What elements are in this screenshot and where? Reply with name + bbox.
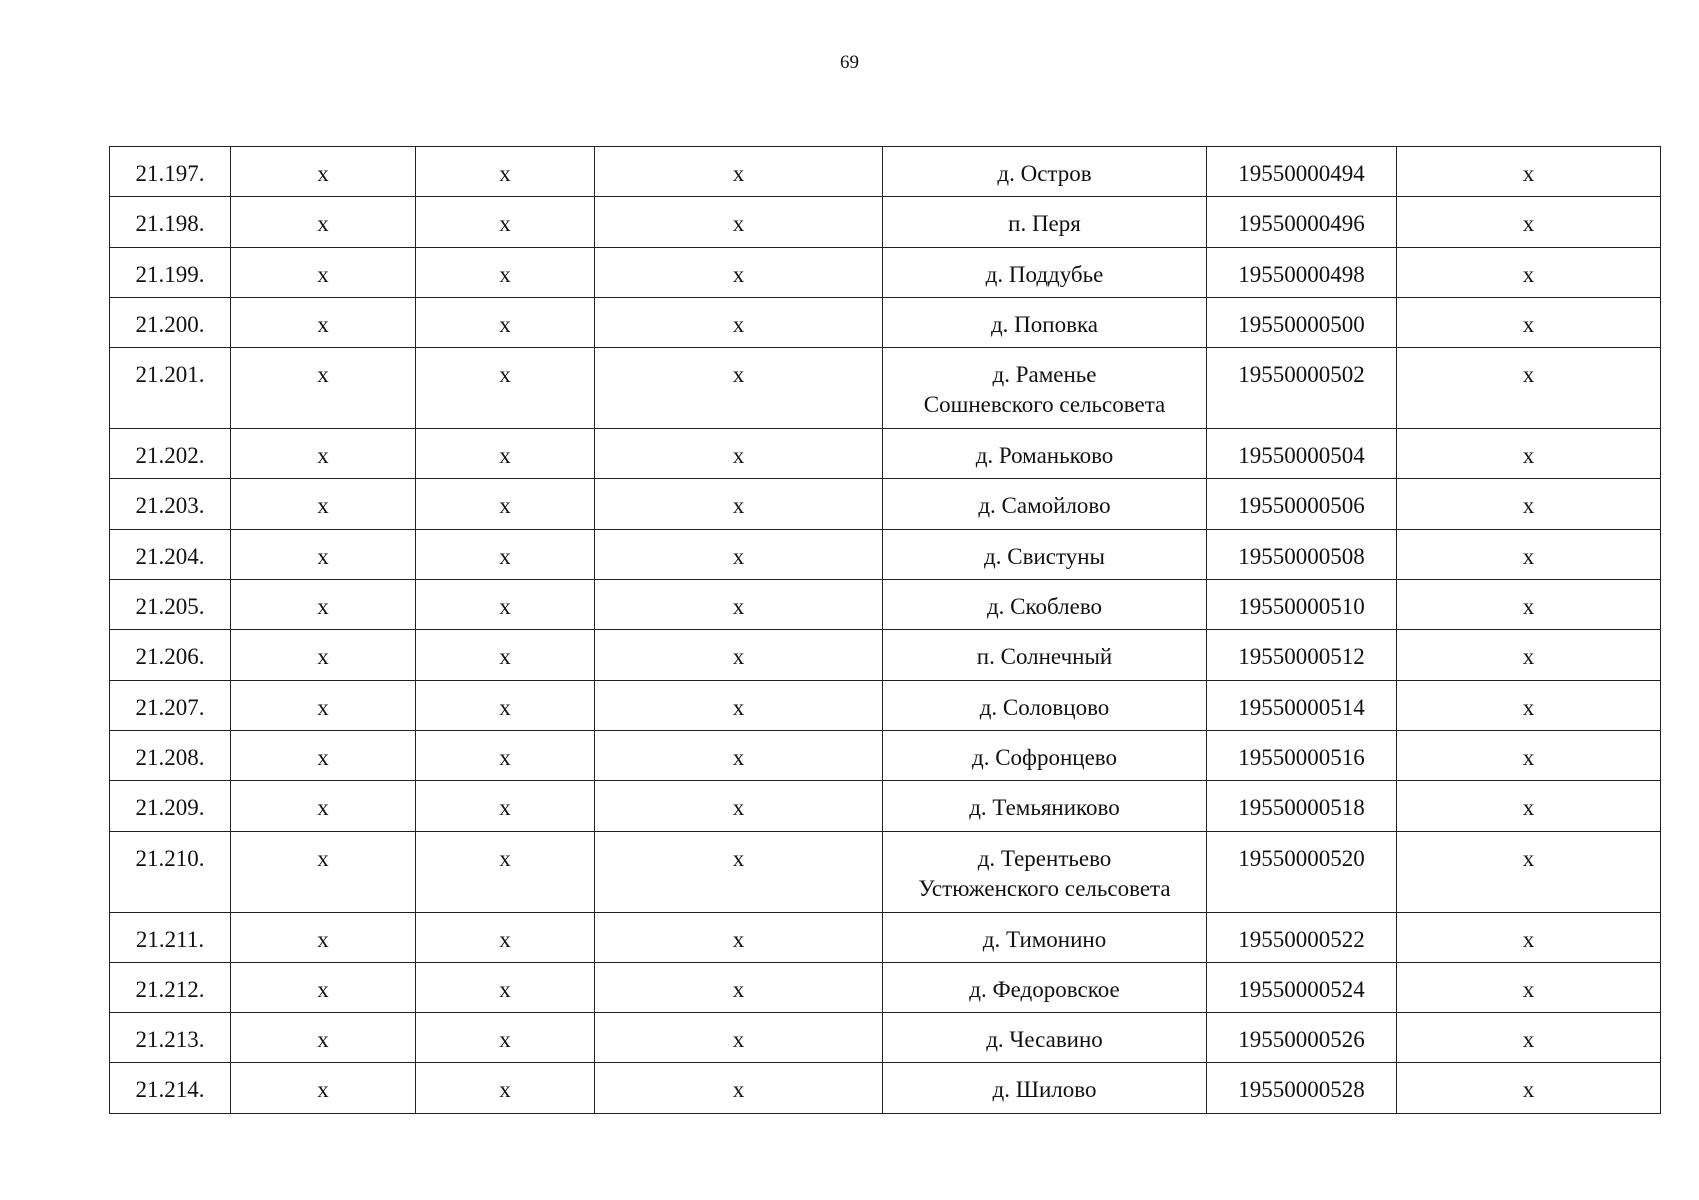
mark-cell-7: x — [1397, 147, 1661, 197]
settlement-name-line: д. Федоровское — [969, 976, 1120, 1002]
mark-cell-3: x — [595, 348, 883, 429]
mark-cell-1: x — [231, 529, 416, 579]
settlement-name-line: д. Терентьево — [977, 845, 1112, 871]
settlement-name-cell — [883, 680, 1207, 730]
settlement-name-line: д. Скоблево — [986, 594, 1103, 620]
table-row — [110, 197, 1661, 247]
settlement-name-line: д. Поддубье — [985, 261, 1104, 287]
row-number-cell: 21.204. — [110, 529, 231, 579]
oktmo-code-cell: 19550000518 — [1207, 781, 1397, 831]
oktmo-code-cell: 19550000494 — [1207, 147, 1397, 197]
oktmo-code-cell: 19550000522 — [1207, 912, 1397, 962]
row-number-cell: 21.208. — [110, 730, 231, 780]
settlement-name-line: д. Романьково — [975, 443, 1114, 469]
table-row — [110, 348, 1661, 429]
mark-cell-7: x — [1397, 962, 1661, 1012]
mark-cell-3: x — [595, 680, 883, 730]
mark-cell-7: x — [1397, 529, 1661, 579]
oktmo-code-cell: 19550000512 — [1207, 630, 1397, 680]
mark-cell-3: x — [595, 247, 883, 297]
mark-cell-1: x — [231, 297, 416, 347]
mark-cell-7: x — [1397, 348, 1661, 429]
mark-cell-1: x — [231, 247, 416, 297]
row-number-cell: 21.201. — [110, 348, 231, 429]
mark-cell-1: x — [231, 730, 416, 780]
settlement-name-line: д. Соловцово — [979, 694, 1110, 720]
settlement-name-cell — [883, 348, 1207, 429]
settlement-name-cell — [883, 147, 1207, 197]
table-row — [110, 1063, 1661, 1113]
oktmo-code-cell: 19550000496 — [1207, 197, 1397, 247]
settlement-name-cell — [883, 912, 1207, 962]
mark-cell-7: x — [1397, 781, 1661, 831]
table-row — [110, 730, 1661, 780]
mark-cell-3: x — [595, 1013, 883, 1063]
mark-cell-1: x — [231, 912, 416, 962]
mark-cell-2: x — [416, 680, 595, 730]
oktmo-code-cell: 19550000506 — [1207, 479, 1397, 529]
settlement-name-cell — [883, 781, 1207, 831]
mark-cell-2: x — [416, 147, 595, 197]
table-row — [110, 247, 1661, 297]
mark-cell-7: x — [1397, 1063, 1661, 1113]
settlement-name-line: п. Перя — [1008, 211, 1081, 237]
mark-cell-1: x — [231, 831, 416, 912]
mark-cell-7: x — [1397, 730, 1661, 780]
mark-cell-2: x — [416, 297, 595, 347]
mark-cell-3: x — [595, 580, 883, 630]
settlement-name-cell — [883, 297, 1207, 347]
row-number-cell: 21.209. — [110, 781, 231, 831]
oktmo-code-cell: 19550000508 — [1207, 529, 1397, 579]
table-row — [110, 529, 1661, 579]
mark-cell-2: x — [416, 730, 595, 780]
settlement-name-cell — [883, 630, 1207, 680]
mark-cell-2: x — [416, 1063, 595, 1113]
table-row — [110, 580, 1661, 630]
row-number-cell: 21.212. — [110, 962, 231, 1012]
mark-cell-7: x — [1397, 831, 1661, 912]
mark-cell-3: x — [595, 781, 883, 831]
settlement-name-cell — [883, 479, 1207, 529]
settlement-name-line: д. Софронцево — [972, 744, 1117, 770]
row-number-cell: 21.214. — [110, 1063, 231, 1113]
settlement-name-line: д. Темьяниково — [969, 795, 1120, 821]
settlement-name-cell — [883, 429, 1207, 479]
mark-cell-7: x — [1397, 297, 1661, 347]
mark-cell-1: x — [231, 630, 416, 680]
table-row — [110, 147, 1661, 197]
oktmo-code-cell: 19550000514 — [1207, 680, 1397, 730]
settlement-name-line: д. Свистуны — [984, 543, 1105, 569]
mark-cell-1: x — [231, 1013, 416, 1063]
mark-cell-2: x — [416, 429, 595, 479]
row-number-cell: 21.213. — [110, 1013, 231, 1063]
table-row — [110, 962, 1661, 1012]
settlement-name-line: д. Чесавино — [986, 1027, 1103, 1053]
oktmo-code-cell: 19550000516 — [1207, 730, 1397, 780]
mark-cell-3: x — [595, 197, 883, 247]
settlement-name-line: д. Тимонино — [982, 926, 1107, 952]
mark-cell-3: x — [595, 479, 883, 529]
settlement-name-line: п. Солнечный — [976, 644, 1113, 670]
mark-cell-3: x — [595, 831, 883, 912]
row-number-cell: 21.206. — [110, 630, 231, 680]
mark-cell-3: x — [595, 730, 883, 780]
settlement-name-cell — [883, 529, 1207, 579]
mark-cell-2: x — [416, 912, 595, 962]
table-body — [110, 147, 1661, 1114]
row-number-cell: 21.198. — [110, 197, 231, 247]
mark-cell-1: x — [231, 1063, 416, 1113]
oktmo-code-cell: 19550000524 — [1207, 962, 1397, 1012]
table-row — [110, 479, 1661, 529]
settlement-name-cell — [883, 247, 1207, 297]
oktmo-code-cell: 19550000526 — [1207, 1013, 1397, 1063]
row-number-cell: 21.199. — [110, 247, 231, 297]
mark-cell-7: x — [1397, 247, 1661, 297]
mark-cell-2: x — [416, 962, 595, 1012]
mark-cell-7: x — [1397, 680, 1661, 730]
mark-cell-1: x — [231, 147, 416, 197]
mark-cell-3: x — [595, 630, 883, 680]
mark-cell-3: x — [595, 912, 883, 962]
mark-cell-1: x — [231, 429, 416, 479]
oktmo-code-cell: 19550000528 — [1207, 1063, 1397, 1113]
mark-cell-3: x — [595, 147, 883, 197]
mark-cell-2: x — [416, 348, 595, 429]
mark-cell-2: x — [416, 529, 595, 579]
row-number-cell: 21.202. — [110, 429, 231, 479]
table-row — [110, 831, 1661, 912]
settlement-name-line: д. Остров — [997, 161, 1092, 186]
mark-cell-2: x — [416, 630, 595, 680]
mark-cell-1: x — [231, 197, 416, 247]
row-number-cell: 21.210. — [110, 831, 231, 912]
settlement-name-cell — [883, 197, 1207, 247]
settlement-name-line: Сошневского сельсовета — [923, 392, 1166, 418]
oktmo-code-cell: 19550000504 — [1207, 429, 1397, 479]
settlement-name-line: д. Шилово — [992, 1077, 1097, 1103]
table-row — [110, 912, 1661, 962]
table-row — [110, 1013, 1661, 1063]
mark-cell-1: x — [231, 680, 416, 730]
settlement-name-line: д. Самойлово — [978, 493, 1111, 519]
settlement-name-cell — [883, 831, 1207, 912]
table-row — [110, 429, 1661, 479]
oktmo-code-cell: 19550000520 — [1207, 831, 1397, 912]
mark-cell-2: x — [416, 1013, 595, 1063]
mark-cell-7: x — [1397, 197, 1661, 247]
settlement-name-cell — [883, 580, 1207, 630]
mark-cell-2: x — [416, 247, 595, 297]
table-row — [110, 781, 1661, 831]
mark-cell-7: x — [1397, 1013, 1661, 1063]
mark-cell-2: x — [416, 831, 595, 912]
mark-cell-2: x — [416, 781, 595, 831]
settlement-name-line: д. Раменье — [992, 362, 1097, 388]
mark-cell-7: x — [1397, 630, 1661, 680]
row-number-cell: 21.207. — [110, 680, 231, 730]
mark-cell-1: x — [231, 479, 416, 529]
mark-cell-3: x — [595, 1063, 883, 1113]
mark-cell-7: x — [1397, 912, 1661, 962]
row-number-cell: 21.197. — [110, 147, 231, 197]
oktmo-code-cell: 19550000502 — [1207, 348, 1397, 429]
row-number-cell: 21.205. — [110, 580, 231, 630]
row-number-cell: 21.211. — [110, 912, 231, 962]
mark-cell-7: x — [1397, 429, 1661, 479]
table-row — [110, 297, 1661, 347]
settlement-name-cell — [883, 730, 1207, 780]
oktmo-code-cell: 19550000498 — [1207, 247, 1397, 297]
oktmo-code-cell: 19550000500 — [1207, 297, 1397, 347]
table-row — [110, 630, 1661, 680]
settlement-name-line: д. Поповка — [990, 311, 1098, 337]
mark-cell-1: x — [231, 962, 416, 1012]
mark-cell-1: x — [231, 348, 416, 429]
mark-cell-3: x — [595, 529, 883, 579]
mark-cell-2: x — [416, 580, 595, 630]
mark-cell-3: x — [595, 429, 883, 479]
mark-cell-2: x — [416, 197, 595, 247]
settlement-name-line: Устюженского сельсовета — [918, 875, 1171, 901]
mark-cell-2: x — [416, 479, 595, 529]
settlement-name-cell — [883, 1063, 1207, 1113]
page-number: 69 — [840, 52, 859, 73]
settlements-table — [109, 146, 1661, 1114]
mark-cell-3: x — [595, 297, 883, 347]
oktmo-code-cell: 19550000510 — [1207, 580, 1397, 630]
table-row — [110, 680, 1661, 730]
mark-cell-1: x — [231, 781, 416, 831]
settlement-name-cell — [883, 962, 1207, 1012]
mark-cell-7: x — [1397, 479, 1661, 529]
mark-cell-3: x — [595, 962, 883, 1012]
settlement-name-cell — [883, 1013, 1207, 1063]
row-number-cell: 21.200. — [110, 297, 231, 347]
row-number-cell: 21.203. — [110, 479, 231, 529]
mark-cell-7: x — [1397, 580, 1661, 630]
mark-cell-1: x — [231, 580, 416, 630]
